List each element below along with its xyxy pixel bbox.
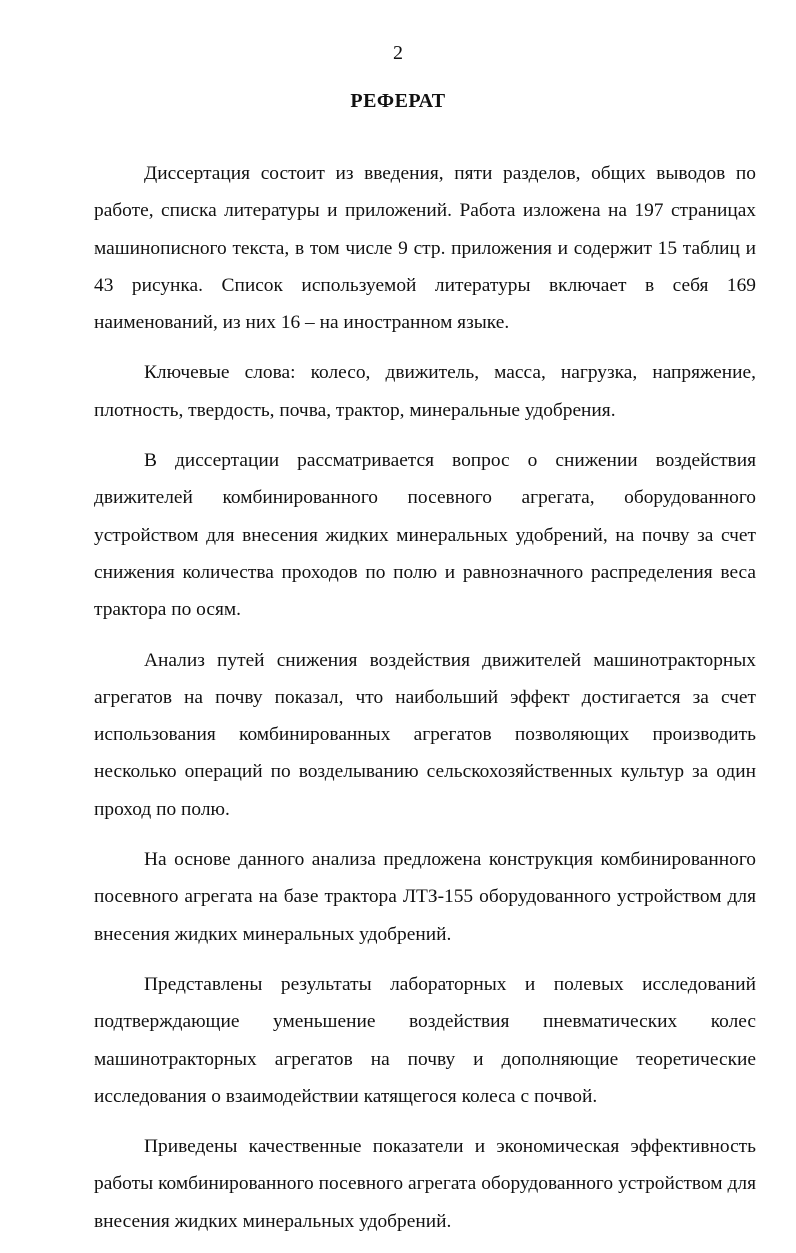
paragraph-results: Представлены результаты лабораторных и полевых исследований подтверждающие уменьшение воздействия пневматических колес машинотракторных агрегатов на почву и дополняющие теоретические исследования о взаимодействии катящегося колеса с почвой. — [94, 973, 756, 1107]
paragraph-analysis: Анализ путей снижения воздействия движителей машинотракторных агрегатов на почву показал, что наибольший эффект достигается за счет использования комбинированных агрегатов позволяющих производить несколько операций по возделыванию сельскохозяйственных культур за один проход по полю. — [94, 649, 756, 820]
paragraph-efficiency: Приведены качественные показатели и экономическая эффективность работы комбинированного посевного агрегата оборудованного устройством для внесения жидких минеральных удобрений. — [94, 1136, 756, 1232]
page-number: 2 — [393, 42, 403, 64]
paragraph-design: На основе данного анализа предложена конструкция комбинированного посевного агрегата на базе трактора ЛТЗ-155 оборудованного устройством для внесения жидких минеральных удобрений. — [94, 849, 756, 945]
paragraph-structure: Диссертация состоит из введения, пяти разделов, общих выводов по работе, списка литературы и приложений. Работа изложена на 197 страницах машинописного текста, в том числе 9 стр. приложения и содержит 15 таблиц и 43 рисунка. Список используемой литературы включает в себя 169 наименований, из них 16 – на иностранном языке. — [94, 163, 756, 334]
section-title: РЕФЕРАТ — [350, 90, 446, 112]
paragraph-subject: В диссертации рассматривается вопрос о снижении воздействия движителей комбинированного посевного агрегата, оборудованного устройством для внесения жидких минеральных удобрений, на почву за счет снижения количества проходов по полю и равнозначного распределения веса трактора по осям. — [94, 450, 756, 621]
paragraph-keywords: Ключевые слова: колесо, движитель, масса, нагрузка, напряжение, плотность, твердость, почва, трактор, минеральные удобрения. — [94, 362, 756, 421]
abstract-body — [94, 155, 756, 1253]
